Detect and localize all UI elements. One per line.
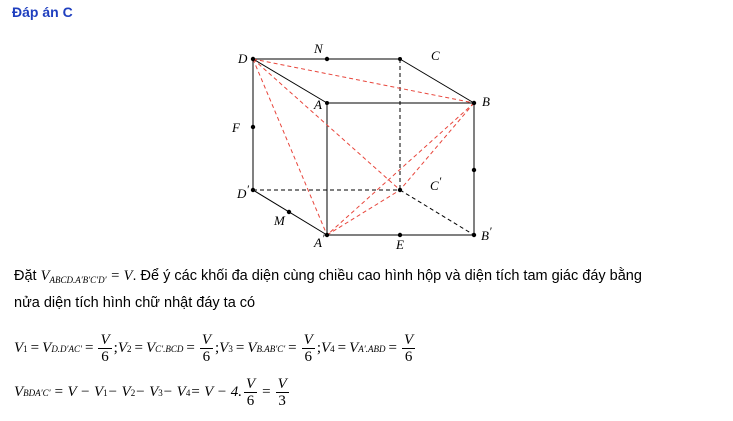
label-a-prime: A′	[314, 231, 325, 250]
equation-result: V BDA′C′ = V − V 1 − V 2 − V 3 − V 4 = V − 4. $\frac{V}{6}$ = $\frac{V}{3}$	[14, 376, 287, 409]
label-c: C	[431, 48, 440, 63]
tetrahedron-edges	[253, 59, 474, 235]
paragraph-setup-cont: nửa diện tích hình chữ nhật đáy ta có	[14, 295, 256, 311]
label-m: M	[274, 213, 285, 228]
label-c-prime: C′	[430, 174, 442, 193]
equation-volumes: V 1 = V D.D′AC′ = $\frac{V}{6}$ ; V 2 = V C′.BCD = $\frac{V}{6}$ ; V 3 = V B.AB′C′ = $\frac{V}{6}$ ; V 4 = V A′.ABD = $\frac{V}{6}$	[14, 332, 414, 365]
label-b: B	[482, 94, 490, 109]
label-e: E	[396, 237, 404, 252]
label-n: N	[314, 41, 323, 56]
answer-heading: Đáp án C	[12, 4, 73, 20]
label-f: F	[232, 120, 240, 135]
solid-edges	[253, 59, 474, 235]
label-d: D	[238, 51, 248, 66]
label-d-prime: D′	[237, 182, 250, 201]
paragraph-setup: Đặt $V_{ABCD.A'B'C'D'} = V$. Để ý các khối đa diện cùng chiều cao hình hộp và diện tích tam giác đáy bằng	[14, 268, 642, 285]
hidden-edges	[253, 59, 474, 235]
label-b-prime: B′	[481, 224, 492, 243]
label-a: A	[314, 97, 322, 112]
